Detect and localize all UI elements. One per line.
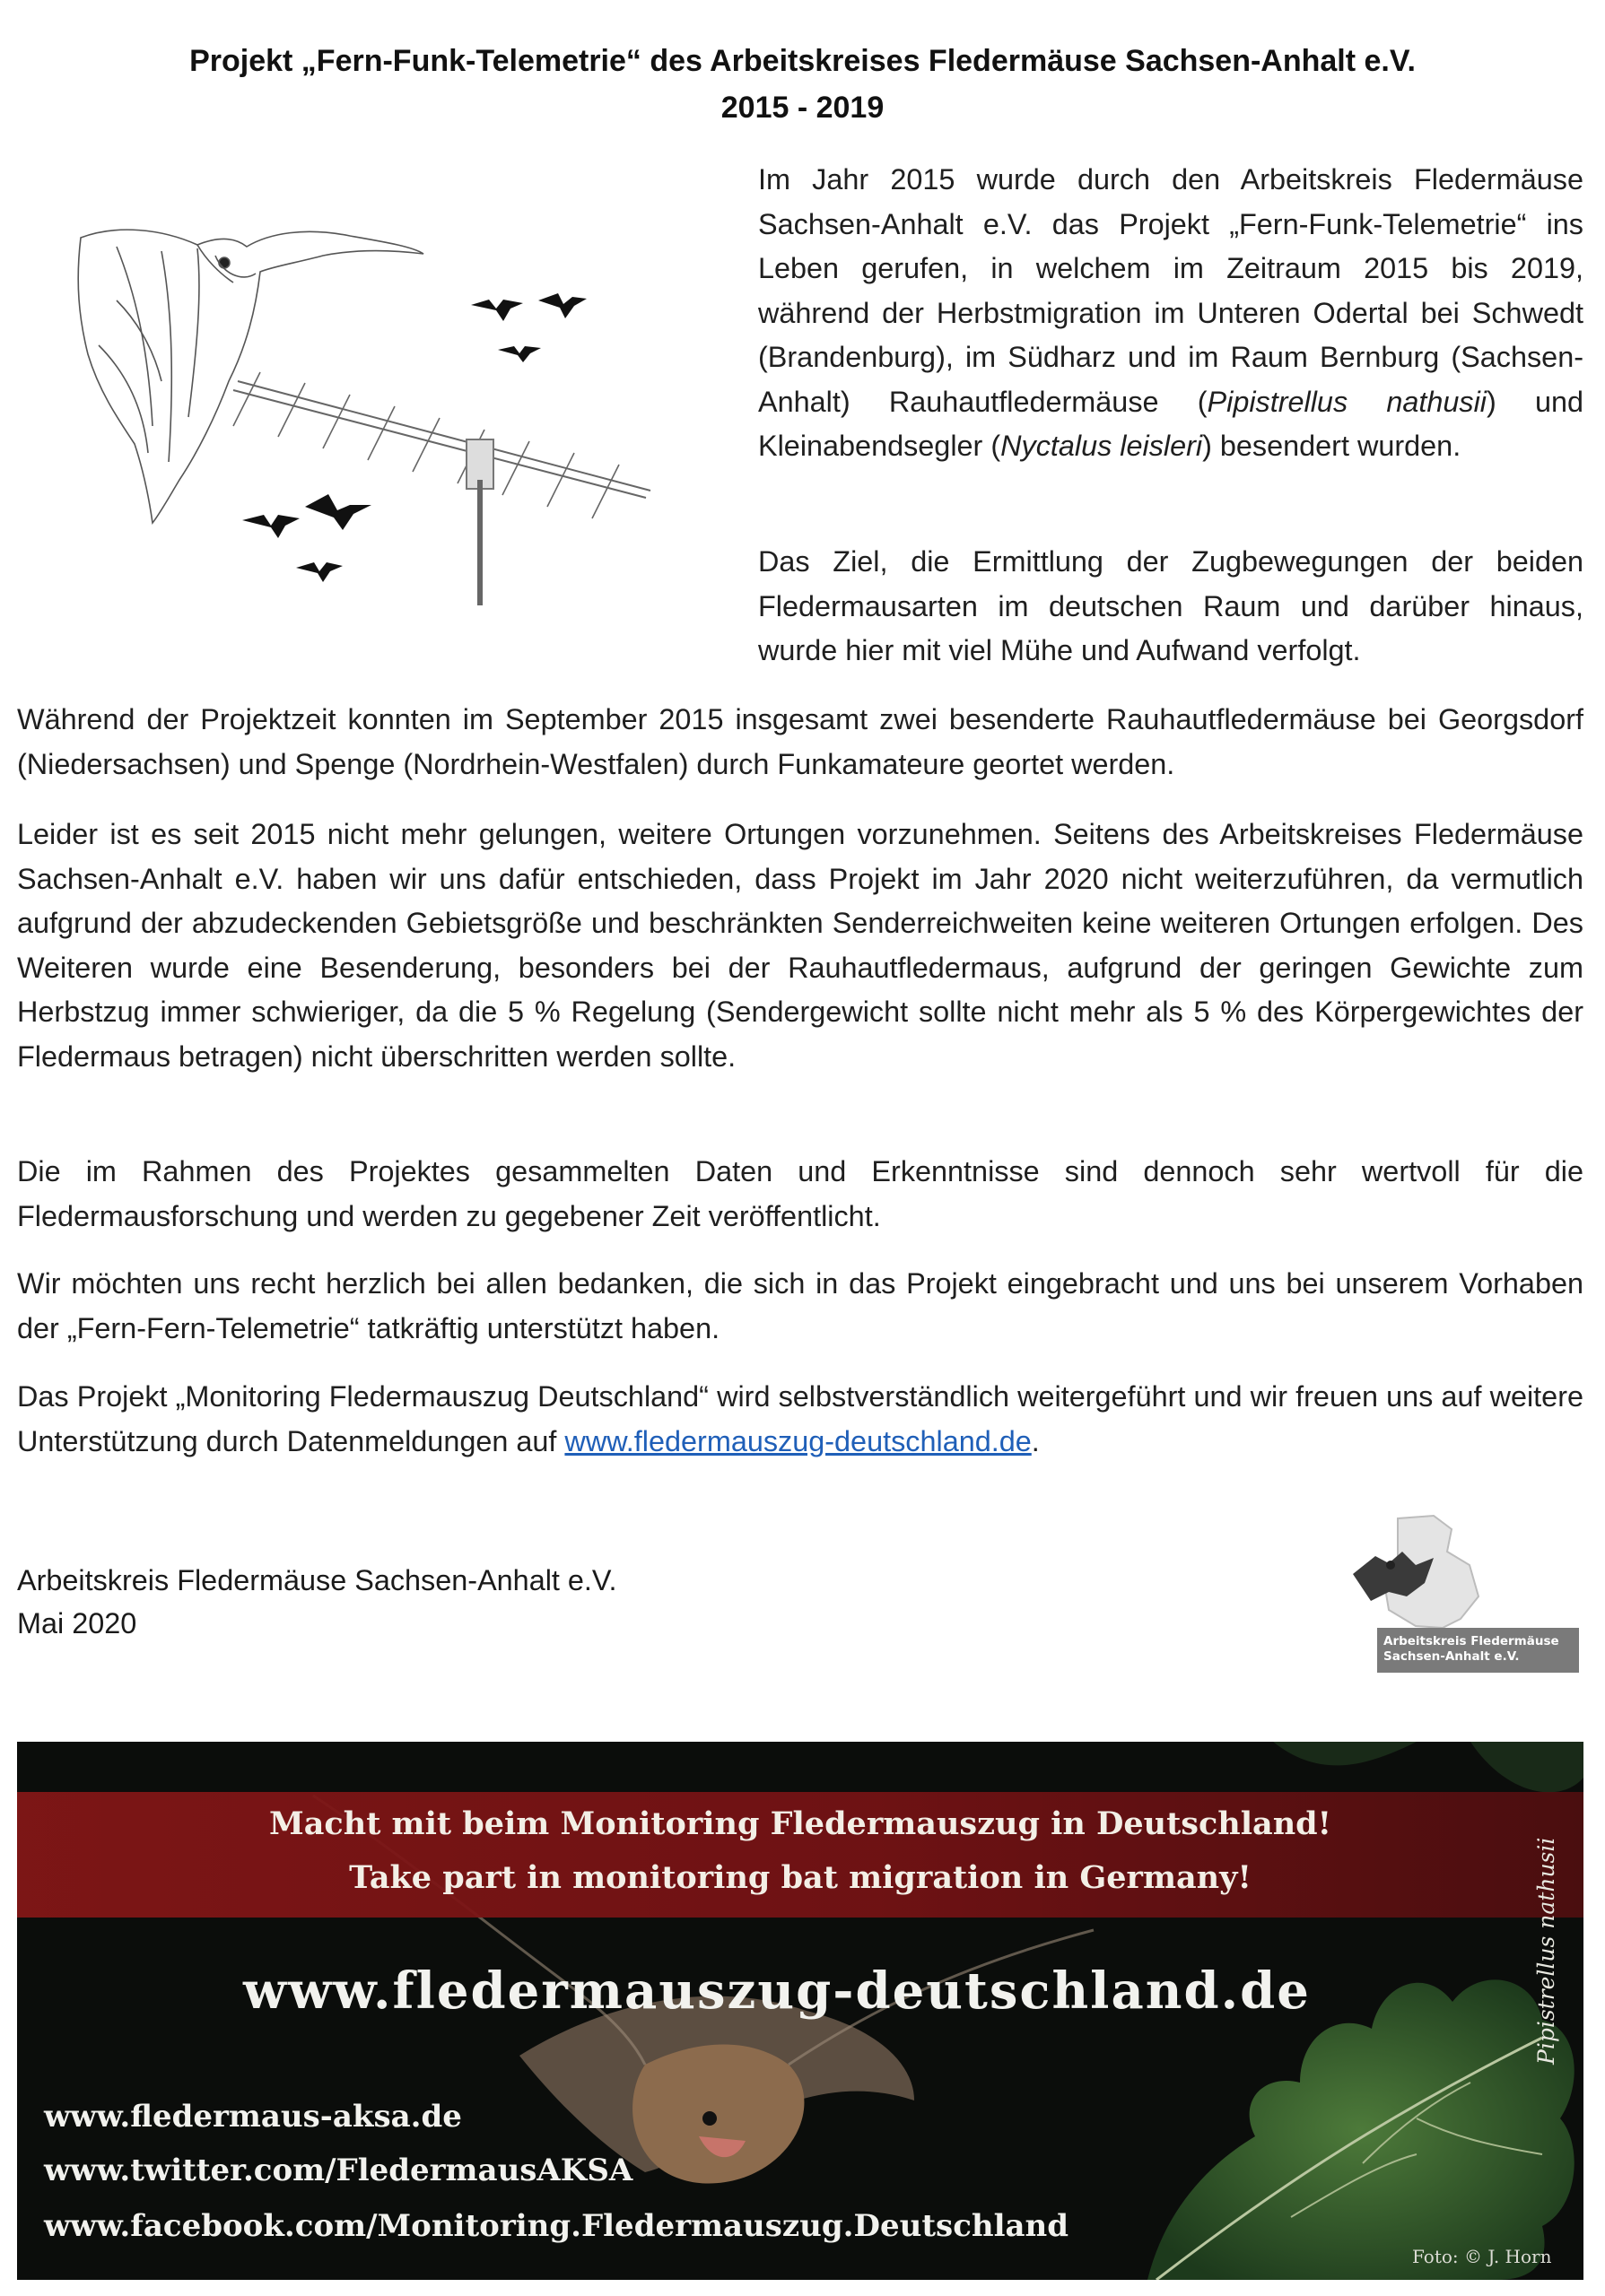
paragraph-continuation: Das Projekt „Monitoring Fledermauszug Deutschland“ wird selbstverständlich weitergeführt und wir freuen uns auf weitere Unterstützung durch Datenmeldungen auf www.fledermauszug-deutschland.de. xyxy=(17,1380,1583,1457)
title-line-2: 2015 - 2019 xyxy=(720,91,885,125)
bat-antenna-illustration xyxy=(63,211,691,605)
paragraph-discontinuation: Leider ist es seit 2015 nicht mehr gelungen, weitere Ortungen vorzunehmen. Seitens des Arbeitskreises Fledermäuse Sachsen-Anhalt e.V. haben wir uns dafür entschieden, dass Projekt im Jahr 2020 nicht weiterzuführen, da vermutlich aufgrund der abzudeckenden Gebietsgröße und beschränkten Senderreichweiten keine weiteren Ortungen erfolgen. Des Weiteren wurde eine Besenderung, besonders bei der Rauhautfledermaus, aufgrund der geringen Gewichte zum Herbstzug immer schwieriger, da die 5 % Regelung (Sendergewicht sollte nicht mehr als 5 % des Körpergewichtes der Fledermaus betragen) nicht überschritten werden sollte. xyxy=(17,818,1583,1073)
signature-block xyxy=(17,1559,617,1645)
signature-date: Mai 2020 xyxy=(17,1607,137,1639)
headline-german: Macht mit beim Monitoring Fledermauszug in Deutschland! xyxy=(269,1805,1331,1842)
species-label: Pipistrellus nathusii xyxy=(1533,1837,1559,2065)
antenna-illustration xyxy=(233,372,650,605)
photo-credit: Foto: © J. Horn xyxy=(1412,2246,1552,2267)
headline-english: Take part in monitoring bat migration in Germany! xyxy=(349,1859,1252,1896)
paragraph-data-value: Die im Rahmen des Projektes gesammelten Daten und Erkenntnisse sind dennoch sehr wertvoll für die Fledermausforschung und werden zu gegebener Zeit veröffentlicht. xyxy=(17,1155,1583,1232)
banner-url-facebook: www.facebook.com/Monitoring.Fledermauszug.Deutschland xyxy=(44,2208,1069,2244)
website-link[interactable]: www.fledermauszug-deutschland.de xyxy=(564,1424,1032,1457)
paragraph-thanks: Wir möchten uns recht herzlich bei allen bedanken, die sich in das Projekt eingebracht und uns bei unserem Vorhaben der „Fern-Fern-Telemetrie“ tatkräftig unterstützt haben. xyxy=(17,1267,1583,1344)
paragraph-goal: Das Ziel, die Ermittlung der Zugbewegungen der beiden Fledermausarten im deutschen Raum und darüber hinaus, wurde hier mit viel Mühe und Aufwand verfolgt. xyxy=(758,545,1583,666)
banner-url-aksa: www.fledermaus-aksa.de xyxy=(44,2099,462,2135)
species-name: Nyctalus leisleri xyxy=(1000,430,1203,462)
banner-url-twitter: www.twitter.com/FledermausAKSA xyxy=(44,2152,633,2188)
document-title xyxy=(0,38,1605,131)
title-line-1: Projekt „Fern-Funk-Telemetrie“ des Arbeitskreises Fledermäuse Sachsen-Anhalt e.V. xyxy=(189,44,1416,78)
logo-caption: Arbeitskreis Fledermäuse Sachsen-Anhalt e.V. xyxy=(1377,1628,1579,1673)
oak-leaf-image xyxy=(1147,1979,1574,2280)
banner-main-url: www.fledermauszug-deutschland.de xyxy=(243,1961,1311,2021)
bat-illustration xyxy=(78,230,423,523)
promo-banner xyxy=(17,1742,1583,2280)
banner-headline xyxy=(17,1797,1583,1905)
paragraph-results: Während der Projektzeit konnten im September 2015 insgesamt zwei besenderte Rauhautfledermäuse bei Georgsdorf (Niedersachsen) und Spenge (Nordrhein-Westfalen) durch Funkamateure geortet werden. xyxy=(17,703,1583,780)
species-name: Pipistrellus nathusii xyxy=(1207,385,1487,418)
signature-organization: Arbeitskreis Fledermäuse Sachsen-Anhalt e.V. xyxy=(17,1564,617,1596)
paragraph-intro: Im Jahr 2015 wurde durch den Arbeitskreis Fledermäuse Sachsen-Anhalt e.V. das Projekt „Fern-Funk-Telemetrie“ ins Leben gerufen, in welchem im Zeitraum 2015 bis 2019, während der Herbstmigration im Unteren Odertal bei Schwedt (Brandenburg), im Südharz und im Raum Bernburg (Sachsen-Anhalt) Rauhautfledermäuse (Pipistrellus nathusii) und Kleinabendsegler (Nyctalus leisleri) besendert wurden. xyxy=(758,163,1584,462)
